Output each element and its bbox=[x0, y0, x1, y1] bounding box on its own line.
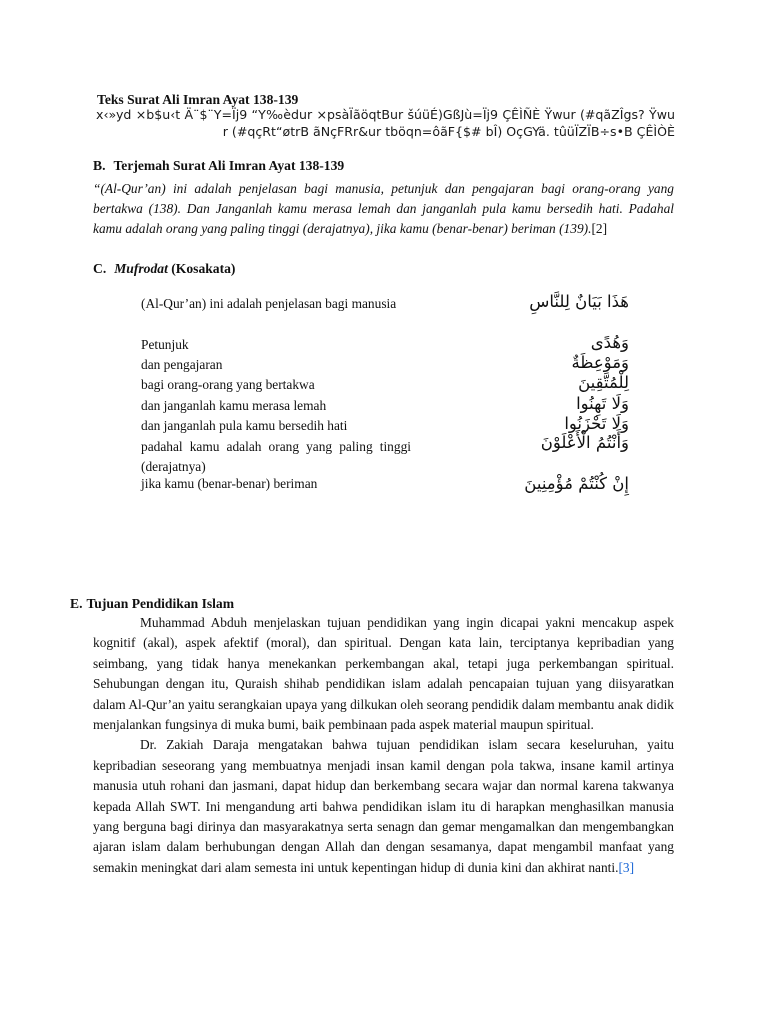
vocab-meaning-3: dan pengajaran bbox=[141, 357, 223, 372]
vocab-arabic-7: وَأَنْتُمُ الْأَعْلَوْنَ bbox=[540, 433, 629, 452]
vocab-meaning-8: jika kamu (benar-benar) beriman bbox=[141, 476, 318, 491]
vocab-arabic-2: وَهُدًى bbox=[590, 333, 629, 352]
section-e-heading bbox=[70, 596, 234, 612]
section-c-title-italic: Mufrodat bbox=[114, 261, 168, 276]
translation-text: “(Al-Qur’an) ini adalah penjelasan bagi manusia, petunjuk dan pengajaran bagi orang-orang yang bertakwa (138). Dan Janganlah kamu merasa lemah dan janganlah pula kamu bersedih hati. Padahal kamu adalah orang yang paling tinggi (derajatnya), jika kamu (benar-benar) beriman (139). bbox=[93, 181, 674, 236]
translation-paragraph bbox=[93, 179, 674, 239]
section-b-title: Terjemah Surat Ali Imran Ayat 138-139 bbox=[113, 158, 345, 173]
vocab-meaning-5: dan janganlah kamu merasa lemah bbox=[141, 398, 327, 413]
section-c-heading bbox=[93, 261, 235, 277]
section-a-title: Teks Surat Ali Imran Ayat 138-139 bbox=[97, 92, 299, 107]
citation-2: [2] bbox=[591, 221, 608, 236]
vocab-meaning-6: dan janganlah pula kamu bersedih hati bbox=[141, 418, 348, 433]
vocab-meaning-7: padahal kamu adalah orang yang paling tinggi (derajatnya) bbox=[141, 439, 411, 474]
vocab-arabic-6: وَلَا تَحْزَنُوا bbox=[564, 414, 629, 433]
vocab-arabic-1: هَذَا بَيَانٌ لِلنَّاسِ bbox=[529, 292, 629, 311]
section-b-number: B. bbox=[93, 158, 106, 173]
vocab-arabic-5: وَلَا تَهِنُوا bbox=[576, 394, 629, 413]
vocab-meaning-2: Petunjuk bbox=[141, 337, 189, 352]
section-c-title-rest: (Kosakata) bbox=[167, 261, 236, 276]
section-e-body bbox=[93, 613, 674, 878]
section-c-number: C. bbox=[93, 261, 107, 276]
vocab-meaning-1: (Al-Qur’an) ini adalah penjelasan bagi manusia bbox=[141, 296, 397, 311]
vocab-arabic-4: لِلْمُتَّقِينَ bbox=[578, 373, 629, 392]
section-e-number: E. bbox=[70, 596, 83, 611]
paragraph-2 bbox=[93, 735, 674, 878]
paragraph-2-text: Dr. Zakiah Daraja mengatakan bahwa tujuan pendidikan islam secara keseluruhan, yaitu kepribadian seseorang yang membuatnya menjadi insan kamil dengan pola takwa, insane kamil artinya manusia utuh rohani dan jasmani, dapat hidup dan berkembang secara wajar dan normal karena takwanya kepada Allah SWT. Ini mengandung arti bahwa pendidikan islam itu di harapkan menghasilkan manusia yang berguna bagi dirinya dan masyarakatnya serta senagn dan gemar mengamalkan dan mengembangkan ajaran islam dalam berhubungan dengan Allah dan dengan sesamanya, dapat mengambil manfaat yang semakin meningkat dari alam semesta ini untuk kepentingan hidup di dunia kini dan akhirat nanti. bbox=[93, 737, 674, 875]
vocab-arabic-3: وَمَوْعِظَةٌ bbox=[571, 353, 629, 372]
arabic-verse-text: x‹»yd ×b$u‹t Ä¨$¨Y=Ïj9 “Y‰èdur ×psàÏãöqtBur šúüÉ)GßJù=Ïj9 ÇÊÌÑÈ Ÿwur (#qãZÎgs? Ÿwur (#qçRt“øtrB ãNçFRr&ur tböqn=ôãF{$# bÎ) OçGYä. tûüÏZÏB÷s•B ÇÊÌÒÈ bbox=[96, 107, 675, 139]
paragraph-1: Muhammad Abduh menjelaskan tujuan pendidikan yang ingin dicapai yakni mencakup aspek kognitif (akal), aspek afektif (moral), dan spiritual. Dengan kata lain, terciptanya kepribadian yang seimbang, yang tidak hanya menekankan perkembangan akal, tetapi juga perkembangan spiritual. Sehubungan dengan itu, Quraish shihab pendidikan islam adalah pencapaian tujuan yang diisyaratkan dalam Al-Qur’an yaitu serangkaian upaya yang dilkukan oleh seorang pendidik dalam membantu anak didik menjalankan fungsinya di muka bumi, baik pembinaan pada aspek material maupun spiritual. bbox=[93, 615, 674, 733]
vocab-meaning-4: bagi orang-orang yang bertakwa bbox=[141, 377, 315, 392]
vocab-arabic-8: إِنْ كُنْتُمْ مُؤْمِنِينَ bbox=[524, 474, 629, 493]
section-e-title: Tujuan Pendidikan Islam bbox=[86, 596, 235, 611]
section-b-heading bbox=[93, 158, 344, 174]
citation-3-link[interactable]: [3] bbox=[618, 859, 635, 875]
